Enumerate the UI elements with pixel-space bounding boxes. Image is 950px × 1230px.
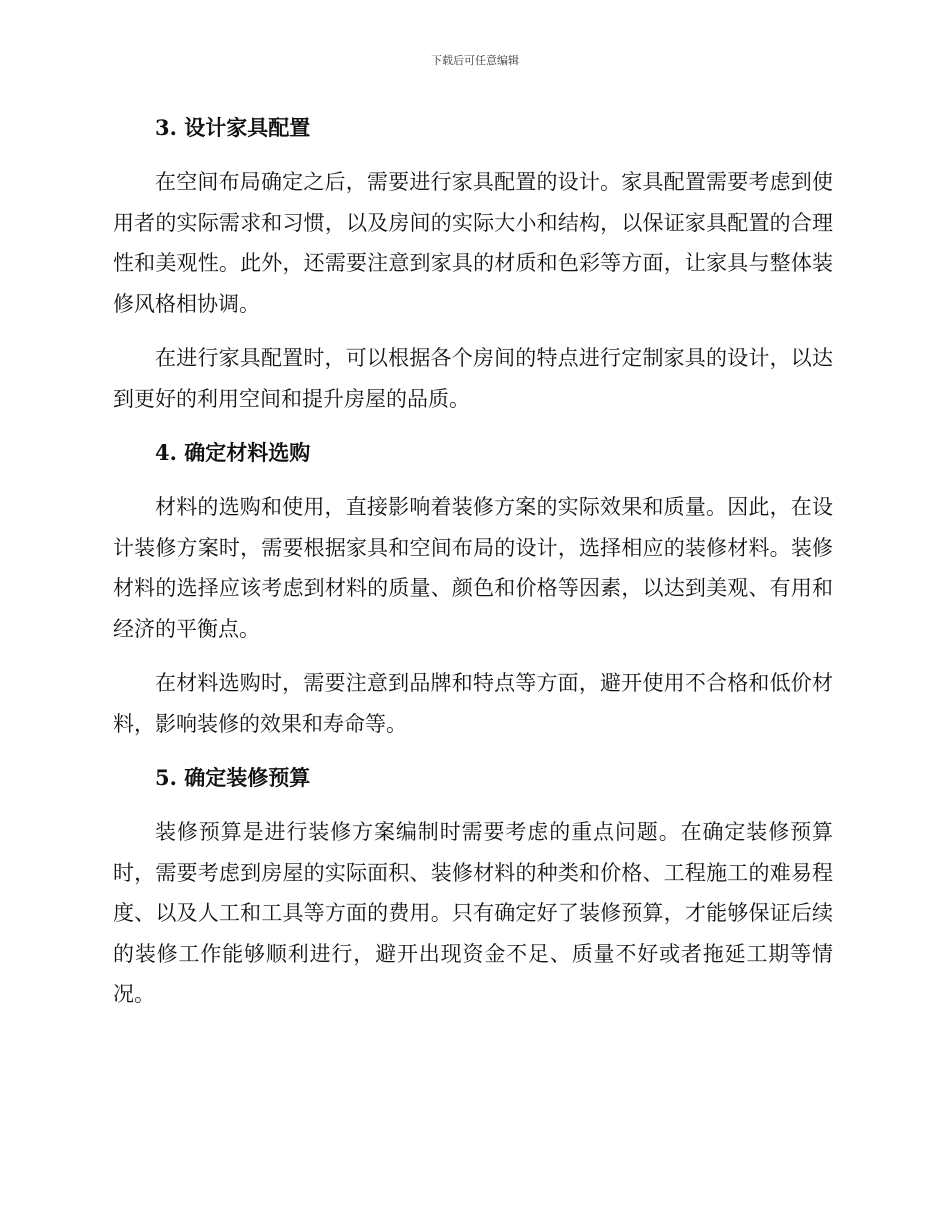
paragraph: 装修预算是进行装修方案编制时需要考虑的重点问题。在确定装修预算时，需要考虑到房屋的实际面积、装修材料的种类和价格、工程施工的难易程度、以及人工和工具等方面的费用。只有确定好了装修预算，才能够保证后续的装修工作能够顺利进行，避开出现资金不足、质量不好或者拖延工期等情况。 xyxy=(113,820,833,1006)
paragraph: 在材料选购时，需要注意到品牌和特点等方面，避开使用不合格和低价材料，影响装修的效果和寿命等。 xyxy=(113,671,833,736)
section-heading-5: 5. 确定装修预算 xyxy=(155,765,311,790)
paragraph: 在进行家具配置时，可以根据各个房间的特点进行定制家具的设计，以达到更好的利用空间和提升房屋的品质。 xyxy=(113,346,833,411)
paragraph: 在空间布局确定之后，需要进行家具配置的设计。家具配置需要考虑到使用者的实际需求和习惯，以及房间的实际大小和结构，以保证家具配置的合理性和美观性。此外，还需要注意到家具的材质和色彩等方面，让家具与整体装修风格相协调。 xyxy=(113,170,833,316)
section-heading-4: 4. 确定材料选购 xyxy=(155,440,311,465)
section-heading-3: 3. 设计家具配置 xyxy=(155,115,311,140)
document-body xyxy=(113,108,833,1015)
paragraph: 材料的选购和使用，直接影响着装修方案的实际效果和质量。因此，在设计装修方案时，需要根据家具和空间布局的设计，选择相应的装修材料。装修材料的选择应该考虑到材料的质量、颜色和价格等因素，以达到美观、有用和经济的平衡点。 xyxy=(113,495,833,641)
page-header: 下载后可任意编辑 xyxy=(431,54,519,67)
